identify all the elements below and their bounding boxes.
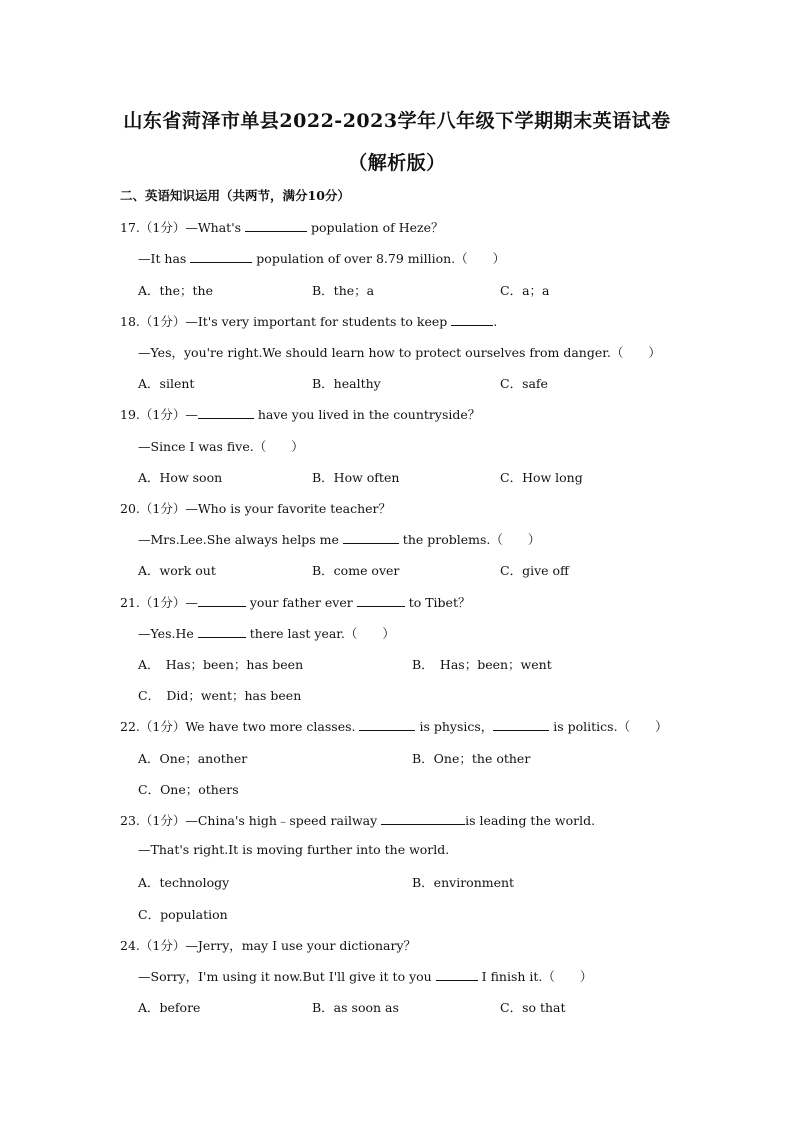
option-a: A．before — [138, 1000, 201, 1015]
option-c: C．so that — [500, 1000, 566, 1015]
option-c: C．a；a — [500, 283, 550, 298]
option-b: B． Has；been；went — [412, 657, 552, 672]
answer-blank — [190, 251, 252, 263]
question-23: 23.（1分）—China's high﹣speed railway is leading the world. — [120, 813, 596, 828]
answer-blank — [343, 532, 399, 544]
option-a: A． Has；been；has been — [138, 657, 304, 672]
option-a: A．the；the — [138, 283, 213, 298]
answer-blank — [198, 626, 246, 638]
answer-blank — [381, 813, 465, 825]
answer-blank — [357, 595, 405, 607]
answer-blank — [493, 719, 549, 731]
answer-blank — [198, 595, 246, 607]
answer-blank — [245, 220, 307, 232]
response-19: —Since I was five.（ ） — [138, 439, 304, 454]
response-17: —It has population of over 8.79 million.（ ） — [138, 251, 506, 266]
section-heading: 二、英语知识运用（共两节，满分10分） — [120, 188, 350, 203]
option-a: A．How soon — [138, 470, 223, 485]
option-c: C．One；others — [138, 782, 239, 797]
answer-blank — [198, 407, 254, 419]
option-c: C．safe — [500, 376, 548, 391]
option-a: A．One；another — [138, 751, 248, 766]
response-21: —Yes.He there last year.（ ） — [138, 626, 395, 641]
option-c: C．give off — [500, 563, 569, 578]
option-b: B．healthy — [312, 376, 381, 391]
option-b: B．as soon as — [312, 1000, 399, 1015]
answer-blank — [451, 314, 493, 326]
option-a: A．technology — [138, 875, 230, 890]
option-c: C．How long — [500, 470, 583, 485]
option-b: B．the；a — [312, 283, 375, 298]
page-title: 山东省菏泽市单县2022-2023学年八年级下学期期末英语试卷 — [123, 110, 671, 132]
answer-blank — [359, 719, 415, 731]
question-24: 24.（1分）—Jerry，may I use your dictionary？ — [120, 938, 417, 953]
question-22: 22.（1分）We have two more classes. is physics， is politics.（ ） — [120, 719, 668, 734]
answer-blank — [436, 969, 478, 981]
option-b: B．One；the other — [412, 751, 531, 766]
option-c: C．population — [138, 907, 228, 922]
option-a: A．silent — [138, 376, 195, 391]
question-21: 21.（1分）— your father ever to Tibet？ — [120, 595, 471, 610]
option-c: C． Did；went；has been — [138, 688, 302, 703]
page-subtitle: （解析版） — [348, 152, 446, 174]
response-20: —Mrs.Lee.She always helps me the problems.（ ） — [138, 532, 541, 547]
option-b: B．environment — [412, 875, 515, 890]
question-17: 17.（1分）—What's population of Heze？ — [120, 220, 444, 235]
question-19: 19.（1分）— have you lived in the countryside？ — [120, 407, 481, 422]
response-24: —Sorry，I'm using it now.But I'll give it to you I finish it.（ ） — [138, 969, 593, 984]
option-b: B．How often — [312, 470, 400, 485]
response-23: —That's right.It is moving further into the world. — [138, 842, 450, 857]
option-b: B．come over — [312, 563, 400, 578]
option-a: A．work out — [138, 563, 216, 578]
question-20: 20.（1分）—Who is your favorite teacher？ — [120, 501, 392, 516]
question-18: 18.（1分）—It's very important for students to keep . — [120, 314, 498, 329]
response-18: —Yes，you're right.We should learn how to protect ourselves from danger.（ ） — [138, 345, 661, 360]
